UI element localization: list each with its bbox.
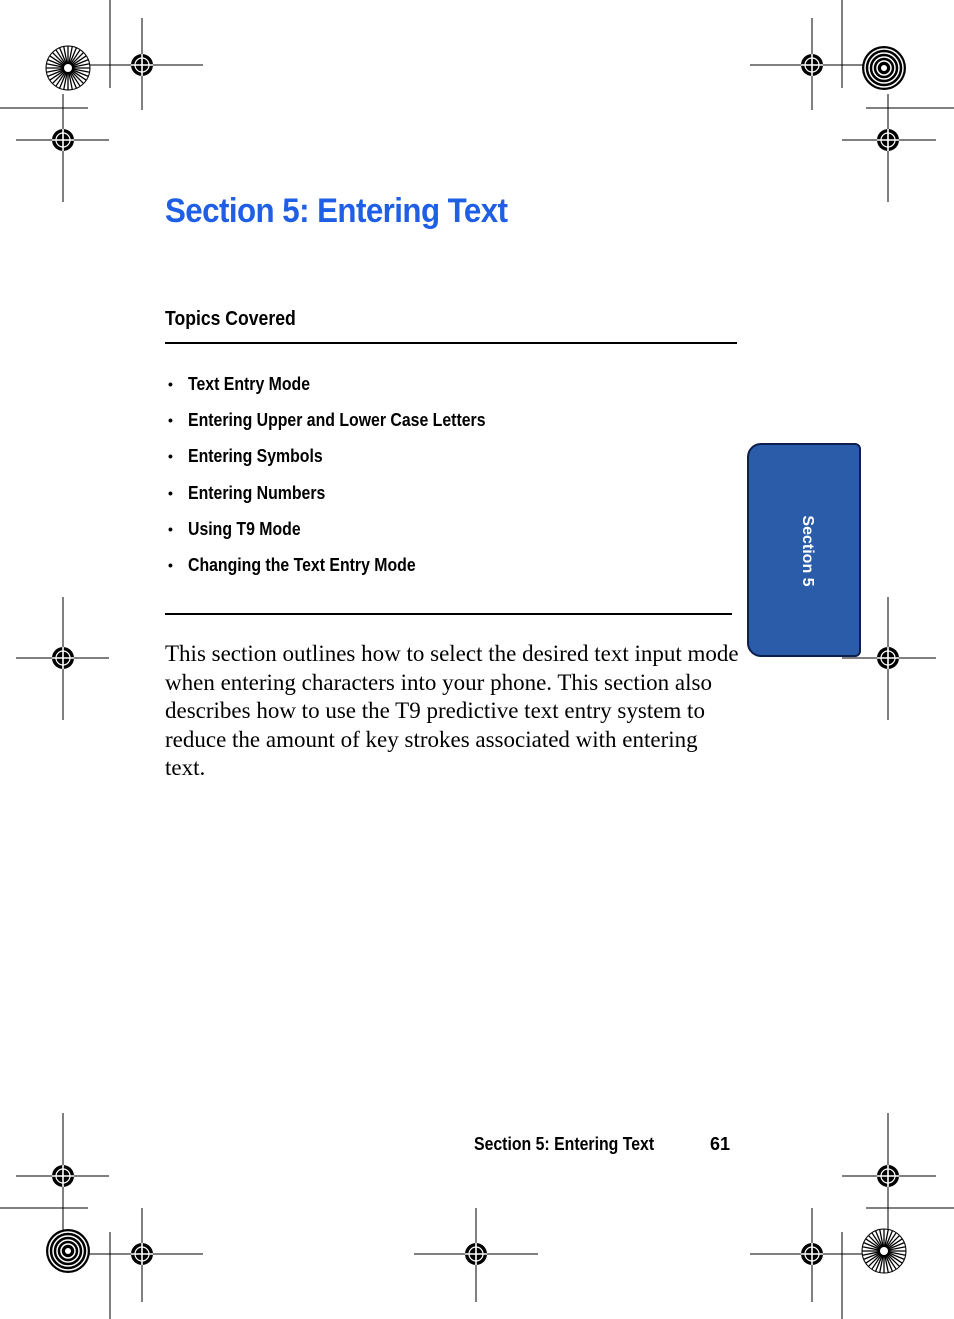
topic-label: Using T9 Mode	[188, 518, 301, 539]
intro-paragraph: This section outlines how to select the desired text input mode when entering characters into your phone. This section also describes how to use the T9 predictive text entry system to reduce the amount of key strokes associated with entering text.	[165, 641, 739, 781]
bullet: •	[168, 376, 173, 392]
topic-label: Entering Upper and Lower Case Letters	[188, 410, 486, 431]
bullet: •	[168, 448, 173, 465]
section-tab-label: Section 5	[799, 515, 816, 587]
topic-label: Changing the Text Entry Mode	[188, 554, 416, 575]
footer-section-title: Section 5: Entering Text	[474, 1134, 655, 1154]
topics-bottom-divider	[165, 613, 732, 615]
topic-label: Text Entry Mode	[188, 374, 311, 394]
topic-label: Entering Symbols	[188, 446, 323, 467]
bullet: •	[168, 484, 173, 501]
page-number: 61	[710, 1134, 731, 1154]
topic-label: Entering Numbers	[188, 482, 326, 503]
page-title: Section 5: Entering Text	[165, 192, 508, 230]
bullet: •	[168, 412, 173, 429]
bullet: •	[168, 556, 173, 573]
topics-top-divider	[165, 342, 737, 344]
section-tab	[747, 443, 861, 657]
topics-heading: Topics Covered	[165, 308, 296, 330]
bullet: •	[168, 520, 173, 537]
